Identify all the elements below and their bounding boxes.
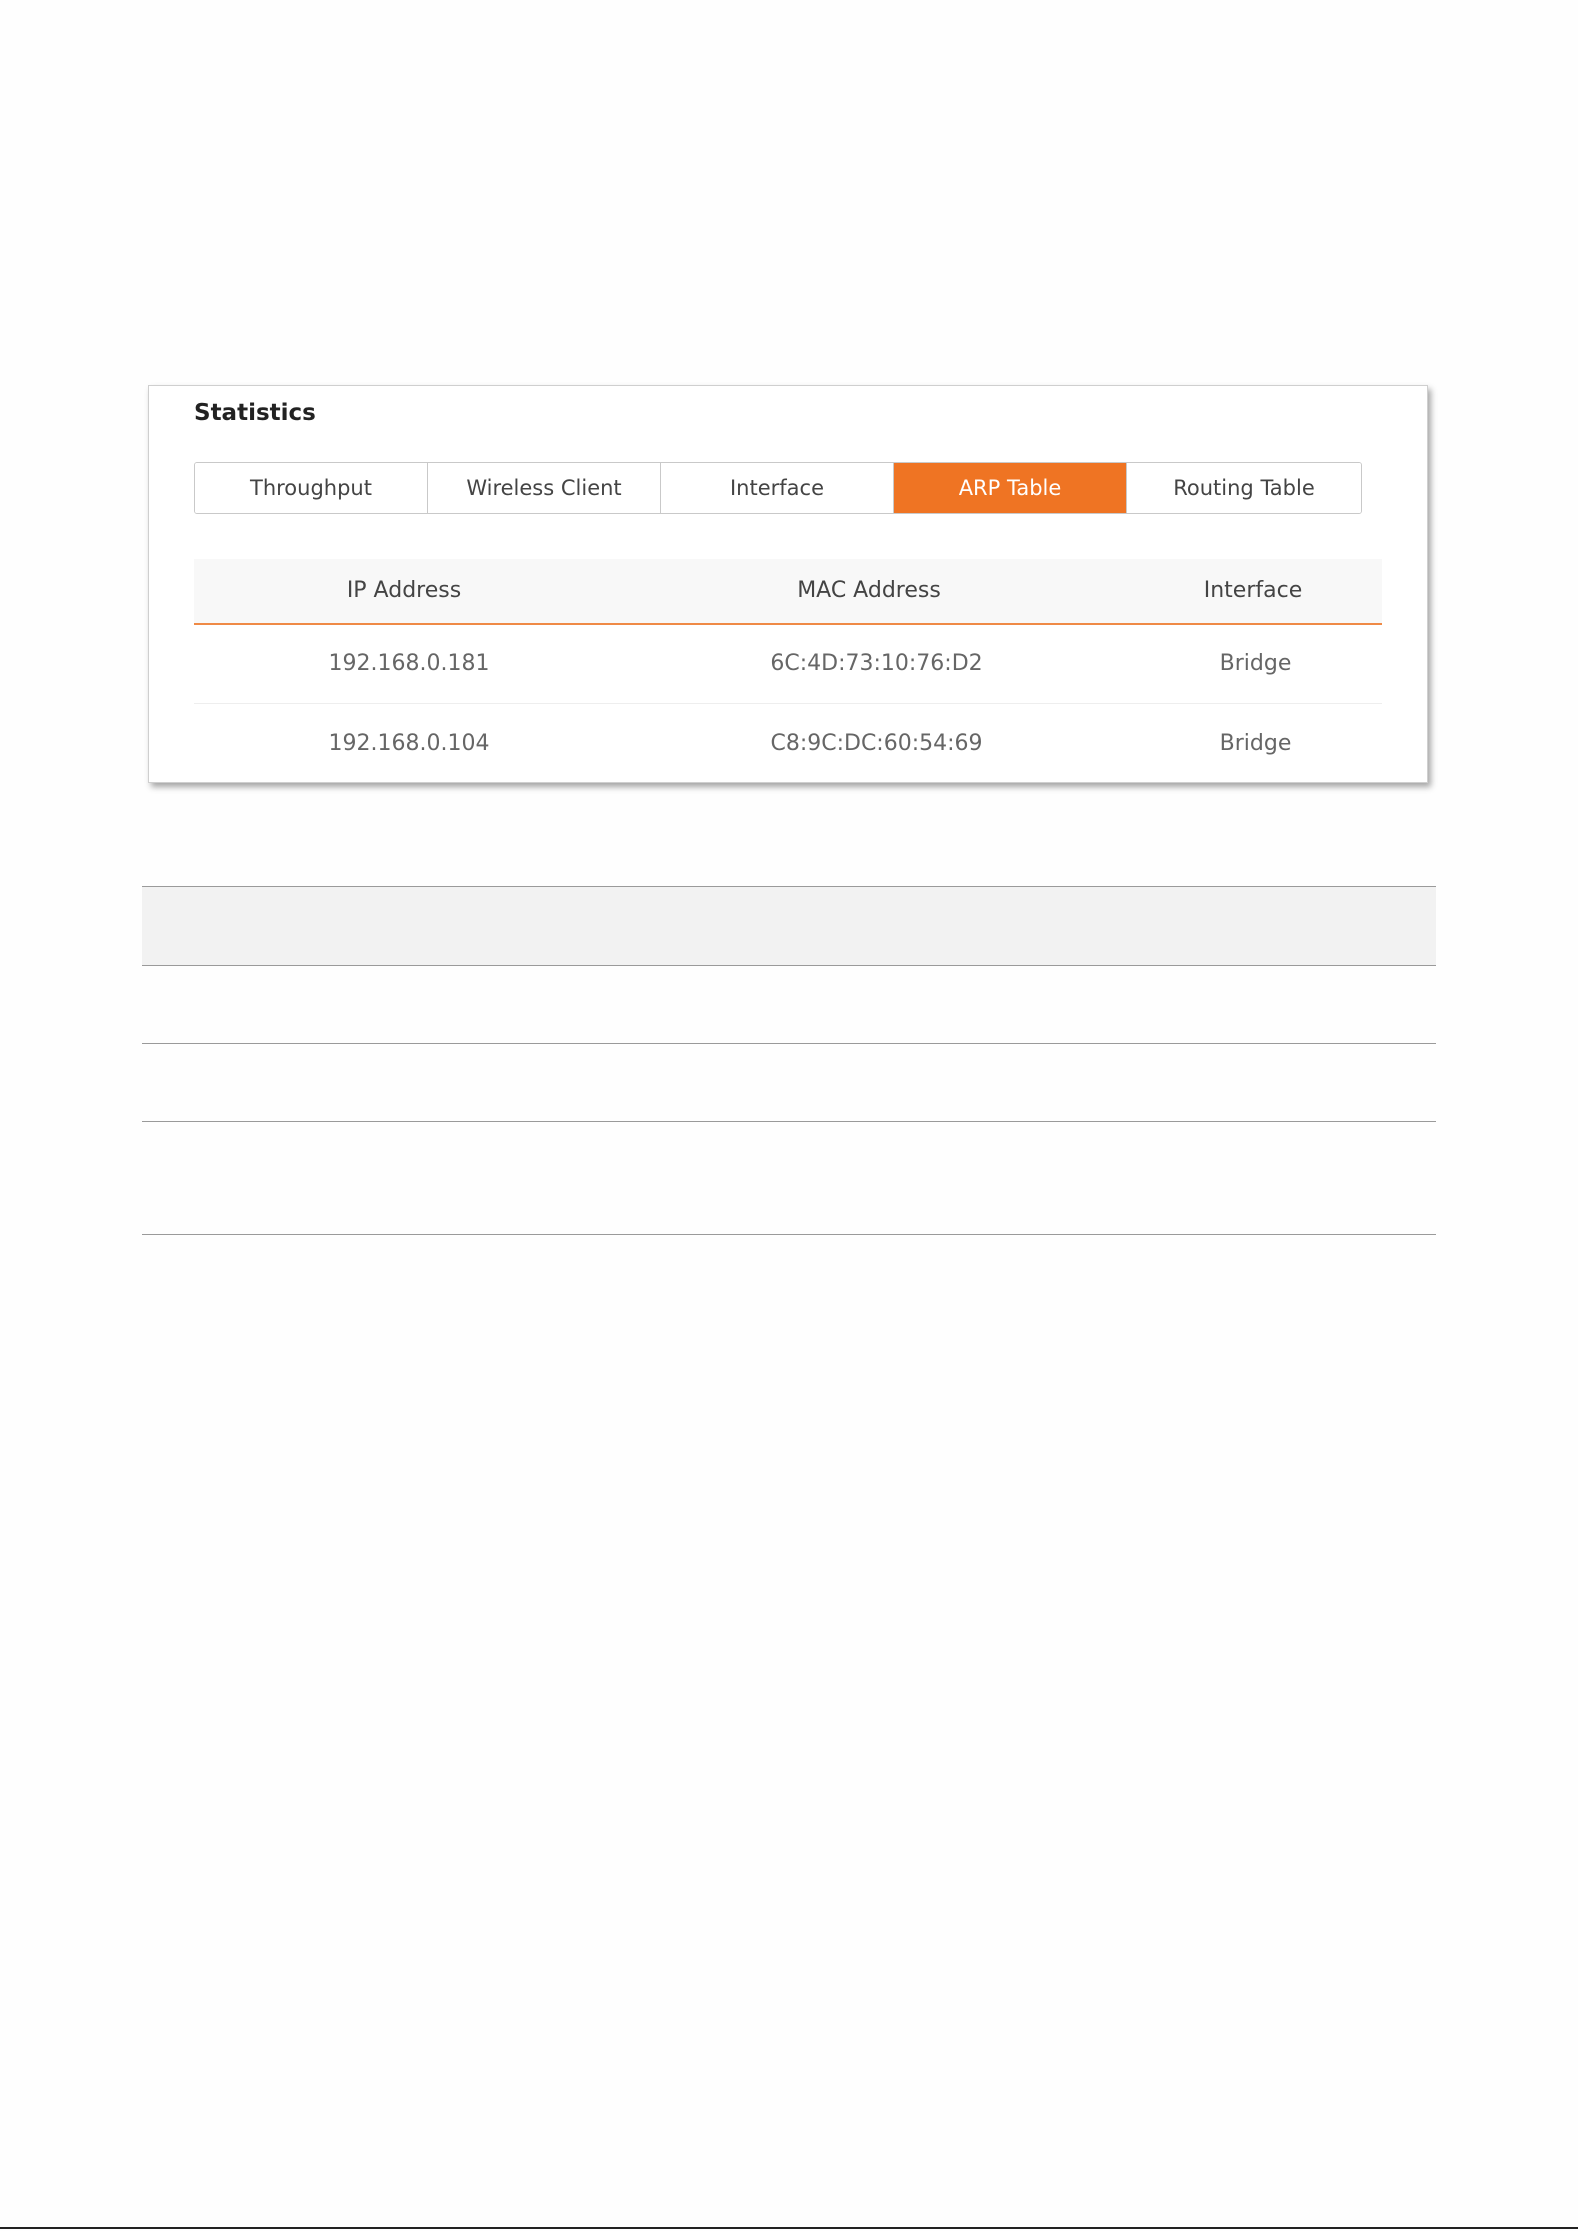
ip-address-cell: 192.168.0.181 — [328, 651, 490, 676]
interface-cell: Bridge — [1219, 651, 1292, 676]
mac-address-cell: 6C:4D:73:10:76:D2 — [770, 651, 983, 676]
page-bottom-rule — [0, 2227, 1578, 2229]
column-header-interface: Interface — [1203, 578, 1303, 603]
tab-wireless-client[interactable]: Wireless Client — [428, 463, 661, 513]
table-row — [194, 625, 1382, 704]
arp-table-header — [194, 559, 1382, 625]
table-row — [142, 1122, 1436, 1235]
interface-cell: Bridge — [1219, 731, 1292, 756]
mac-address-cell: C8:9C:DC:60:54:69 — [770, 731, 983, 756]
statistics-panel — [148, 385, 1428, 783]
tab-arp-table[interactable]: ARP Table — [894, 463, 1127, 513]
table-row — [194, 705, 1382, 783]
ip-address-cell: 192.168.0.104 — [328, 731, 490, 756]
column-header-mac-address: MAC Address — [797, 578, 941, 603]
column-header-ip-address: IP Address — [346, 578, 462, 603]
tab-interface[interactable]: Interface — [661, 463, 894, 513]
statistics-tabs — [194, 462, 1362, 514]
empty-description-table — [142, 886, 1436, 1235]
tab-routing-table[interactable]: Routing Table — [1127, 463, 1361, 513]
tab-throughput[interactable]: Throughput — [195, 463, 428, 513]
table-row — [142, 966, 1436, 1044]
panel-title: Statistics — [194, 400, 316, 426]
table-row — [142, 1044, 1436, 1122]
table-header-row — [142, 886, 1436, 966]
